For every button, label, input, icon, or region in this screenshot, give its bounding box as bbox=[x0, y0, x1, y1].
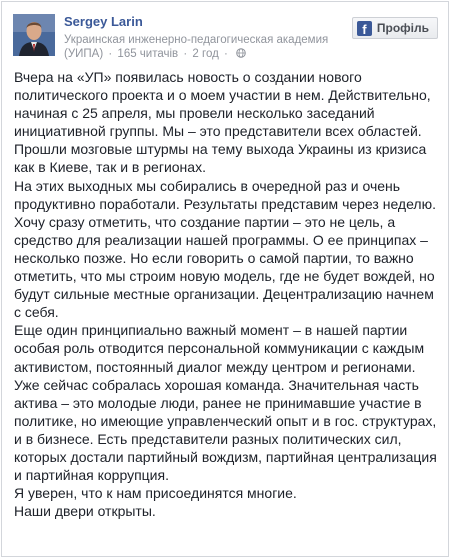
post-paragraph: Наши двери открыты. bbox=[14, 503, 156, 520]
post-paragraph: Вчера на «УП» появилась новость о создании нового политического проекта и о моем участии в нем. Действительно, начиная с 25 апреля, мы провели несколько заседаний инициативной группы. Мы – это представители всех областей. Прошли мозговые штурмы на тему выхода Украины из кризиса как в Киеве, так и в регионах. bbox=[14, 69, 431, 176]
organization-line1[interactable]: Украинская инженерно-педагогическая академия bbox=[64, 34, 329, 46]
post-paragraph: Еще один принципиально важный момент – в нашей партии особая роль отводится персональной коммуникации с каждым активистом, постоянный диалог между центром и регионами. Уже сейчас собралась хорошая команда. Значительная часть актива – это молодые люди, ранее не принимавшие участие в политике, но имеющие управленческий опыт и в гос. структурах, и в бизнесе. Есть представители разных политических сил, которых достали партийный вождизм, партийная централизация и партийная коррупция. bbox=[14, 322, 437, 484]
facebook-post-card bbox=[1, 1, 449, 557]
author-name-link[interactable]: Sergey Larin bbox=[64, 14, 143, 29]
post-meta bbox=[64, 33, 364, 61]
separator-dot: · bbox=[224, 48, 228, 60]
post-header bbox=[2, 2, 448, 64]
separator-dot: · bbox=[108, 48, 113, 60]
facebook-logo-icon: f bbox=[357, 21, 372, 36]
profile-button[interactable] bbox=[352, 17, 438, 39]
post-paragraph: Я уверен, что к нам присоединятся многие. bbox=[14, 485, 297, 502]
separator-dot: · bbox=[183, 48, 188, 60]
organization-line2[interactable]: (УИПА) bbox=[64, 48, 104, 60]
avatar[interactable] bbox=[13, 14, 55, 56]
post-body bbox=[14, 68, 438, 520]
globe-icon[interactable] bbox=[236, 48, 246, 58]
post-timestamp[interactable]: 2 год bbox=[192, 48, 219, 60]
meta-line bbox=[64, 47, 364, 61]
post-paragraph: На этих выходных мы собирались в очередной раз и очень продуктивно поработали. Результаты представим через неделю. Хочу сразу отметить, что создание партии – это не цель, а средство для реализации нашей программы. О ее принципах – несколько позже. Но если говорить о самой партии, то важно отметить, что мы строим новую модель, где не будет вождей, но будут сильные местные организации. Децентрализацию начнем с себя. bbox=[14, 177, 436, 321]
profile-button-label: Профіль bbox=[376, 21, 429, 35]
readers-count[interactable]: 165 читачів bbox=[117, 48, 179, 60]
